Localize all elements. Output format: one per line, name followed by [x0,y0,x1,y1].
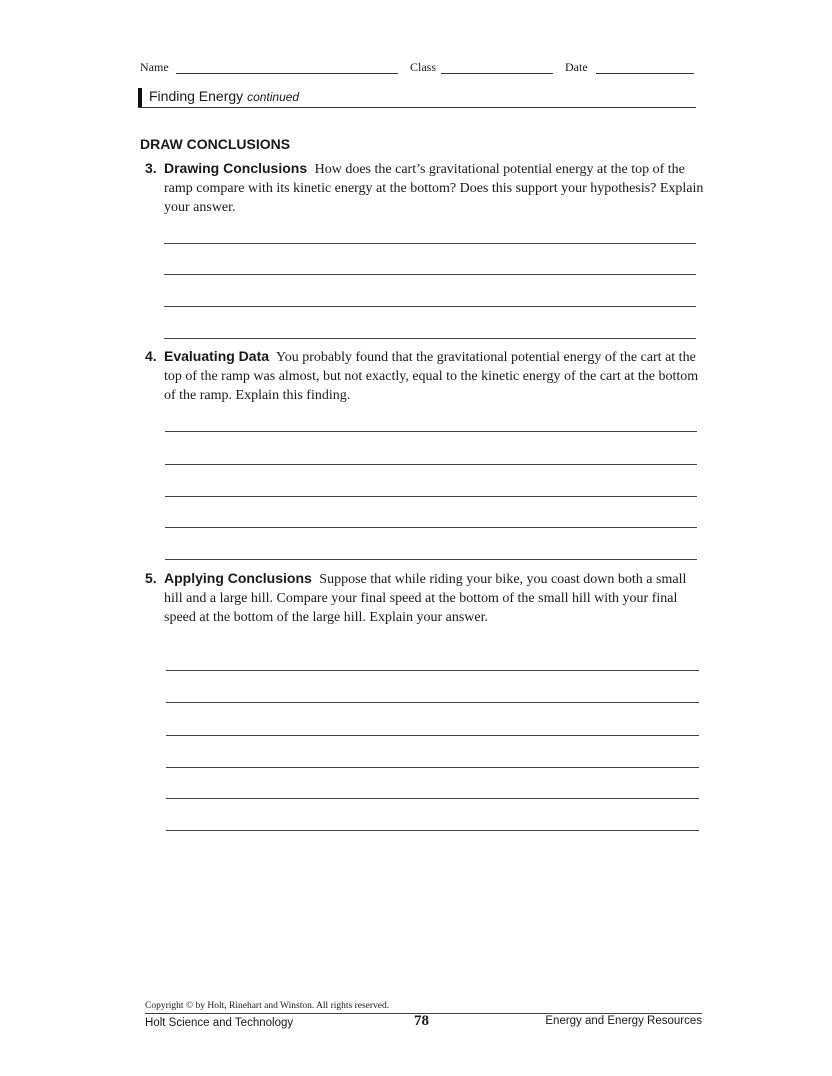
question-title: Drawing Conclusions [164,160,308,176]
page-title-suffix: continued [247,90,300,104]
question-body [164,347,705,405]
question-body [164,159,705,217]
question-text: How does the cart’s gravitational potential energy at the top of the ramp compare with its kinetic energy at the bottom? Does this support your hypothesis? Explain your answer. [164,162,704,215]
answer-line-q4-4[interactable] [165,527,697,528]
page-title-bar [138,87,696,108]
answer-line-q3-2[interactable] [164,274,696,275]
name-label: Name [140,60,169,74]
answer-line-q5-1[interactable] [166,670,699,671]
question-text: You probably found that the gravitational potential energy of the cart at the top of the ramp was almost, but not exactly, equal to the kinetic energy of the cart at the bottom of the ramp. Explain this finding. [164,350,699,403]
answer-line-q5-5[interactable] [166,798,699,799]
title-marker-bar [138,88,142,107]
answer-line-q3-3[interactable] [164,306,696,307]
name-field-line[interactable] [176,73,398,74]
page-number: 78 [414,1013,429,1029]
footer-chapter: Energy and Energy Resources [545,1015,702,1027]
footer-publisher: Holt Science and Technology [145,1017,294,1029]
answer-line-q3-4[interactable] [164,338,696,339]
answer-line-q5-3[interactable] [166,735,699,736]
date-field-line[interactable] [596,73,694,74]
answer-line-q5-2[interactable] [166,702,699,703]
question-3 [145,159,705,217]
answer-line-q4-2[interactable] [165,464,697,465]
header-fields [140,60,696,78]
section-title: DRAW CONCLUSIONS [140,136,291,152]
answer-line-q5-4[interactable] [166,767,699,768]
answer-line-q4-3[interactable] [165,496,697,497]
answer-line-q5-6[interactable] [166,830,699,831]
question-5 [145,569,705,627]
class-field-line[interactable] [441,73,553,74]
answer-line-q4-5[interactable] [165,559,697,560]
question-number: 3. [145,160,157,176]
question-text: Suppose that while riding your bike, you coast down both a small hill and a large hill. Compare your final speed at the bottom of the small hill with your final speed at the bottom of the large hill. Explain your answer. [164,572,687,625]
answer-line-q4-1[interactable] [165,431,697,432]
question-number: 4. [145,348,157,364]
answer-line-q3-1[interactable] [164,243,696,244]
class-label: Class [410,60,437,74]
question-title: Evaluating Data [164,348,270,364]
page-title-main: Finding Energy [149,88,244,104]
date-label: Date [565,60,588,74]
question-body [164,569,705,627]
question-number: 5. [145,570,157,586]
question-title: Applying Conclusions [164,570,312,586]
copyright-notice: Copyright © by Holt, Rinehart and Winston. All rights reserved. [145,1001,390,1011]
question-4 [145,347,705,405]
page-title [149,88,299,104]
